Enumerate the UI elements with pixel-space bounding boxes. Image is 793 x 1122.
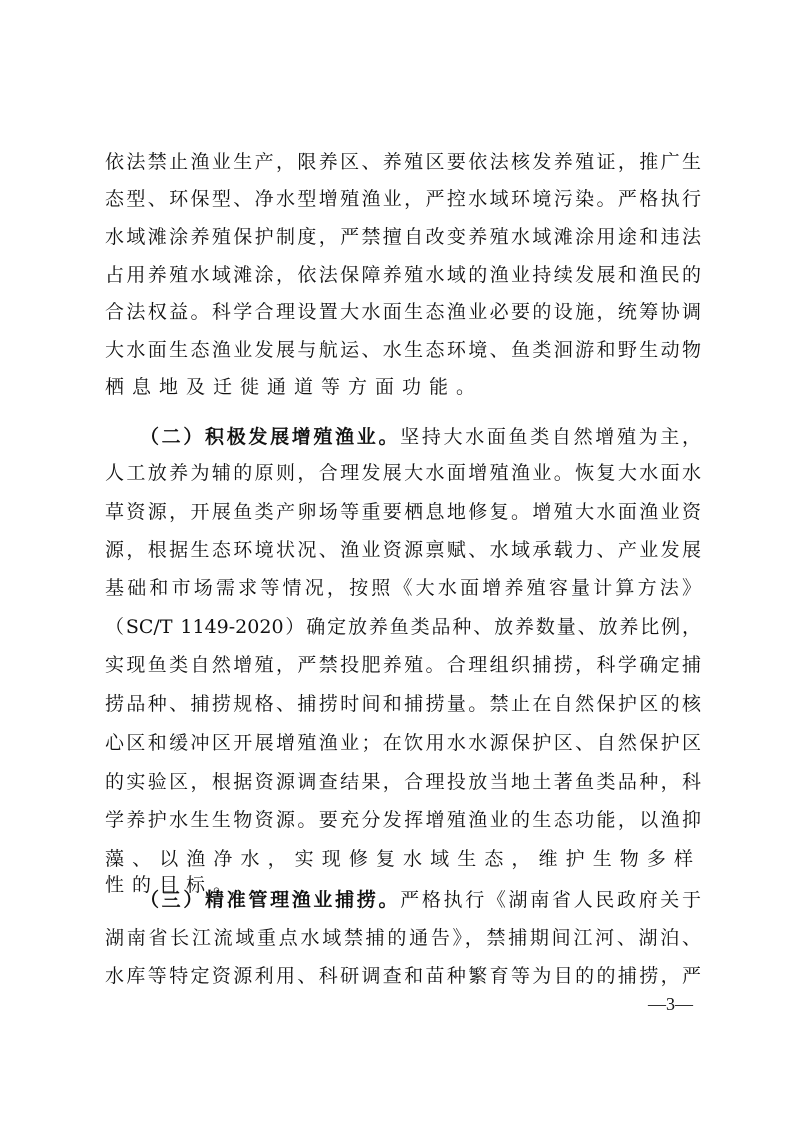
text-line: 实现鱼类自然增殖，严禁投肥养殖。合理组织捕捞，科学确定捕 xyxy=(105,654,701,676)
text-line: 基础和市场需求等情况，按照《大水面增养殖容量计算方法》 xyxy=(105,577,701,599)
text-line: 源，根据生态环境状况、渔业资源禀赋、水域承载力、产业发展 xyxy=(105,539,701,561)
section-heading: （三）精准管理渔业捕捞。 xyxy=(140,889,401,911)
text-line: 占用养殖水域滩涂，依法保障养殖水域的渔业持续发展和渔民的 xyxy=(105,264,701,286)
text-line: 水域滩涂养殖保护制度，严禁擅自改变养殖水域滩涂用途和违法 xyxy=(105,226,701,248)
section-heading: （二）积极发展增殖渔业。 xyxy=(140,426,401,448)
text-line: （SC/T 1149-2020）确定放养鱼类品种、放养数量、放养比例， xyxy=(105,616,701,638)
text-run: 严格执行《湖南省人民政府关于 xyxy=(400,889,701,911)
text-line xyxy=(140,887,701,913)
text-line: 湖南省长江流域重点水域禁捕的通告》，禁捕期间江河、湖泊、 xyxy=(105,927,701,949)
text-line: 大水面生态渔业发展与航运、水生态环境、鱼类洄游和野生动物 xyxy=(105,339,701,361)
text-line: 合法权益。科学合理设置大水面生态渔业必要的设施，统筹协调 xyxy=(105,301,701,323)
text-line: 藻、以渔净水，实现修复水域生态，维护生物多样性的目标。 xyxy=(105,848,701,896)
text-line: 态型、环保型、净水型增殖渔业，严控水域环境污染。严格执行 xyxy=(105,188,701,210)
text-line: 人工放养为辅的原则，合理发展大水面增殖渔业。恢复大水面水 xyxy=(105,462,701,484)
text-line: 捞品种、捕捞规格、捕捞时间和捕捞量。禁止在自然保护区的核 xyxy=(105,693,701,715)
text-line: 依法禁止渔业生产，限养区、养殖区要依法核发养殖证，推广生 xyxy=(105,151,701,173)
text-line: 草资源，开展鱼类产卵场等重要栖息地修复。增殖大水面渔业资 xyxy=(105,501,701,523)
text-line: 水库等特定资源利用、科研调查和苗种繁育等为目的的捕捞，严 xyxy=(105,965,701,987)
text-line xyxy=(140,424,701,450)
text-line: 学养护水生生物资源。要充分发挥增殖渔业的生态功能，以渔抑 xyxy=(105,809,701,831)
text-line: 心区和缓冲区开展增殖渔业；在饮用水水源保护区、自然保护区 xyxy=(105,732,701,754)
text-line: 栖息地及迁徙通道等方面功能。 xyxy=(105,376,484,398)
text-run: 坚持大水面鱼类自然增殖为主， xyxy=(400,426,701,448)
page-number: —3— xyxy=(648,994,693,1014)
text-line: 的实验区，根据资源调查结果，合理投放当地土著鱼类品种，科 xyxy=(105,771,701,793)
